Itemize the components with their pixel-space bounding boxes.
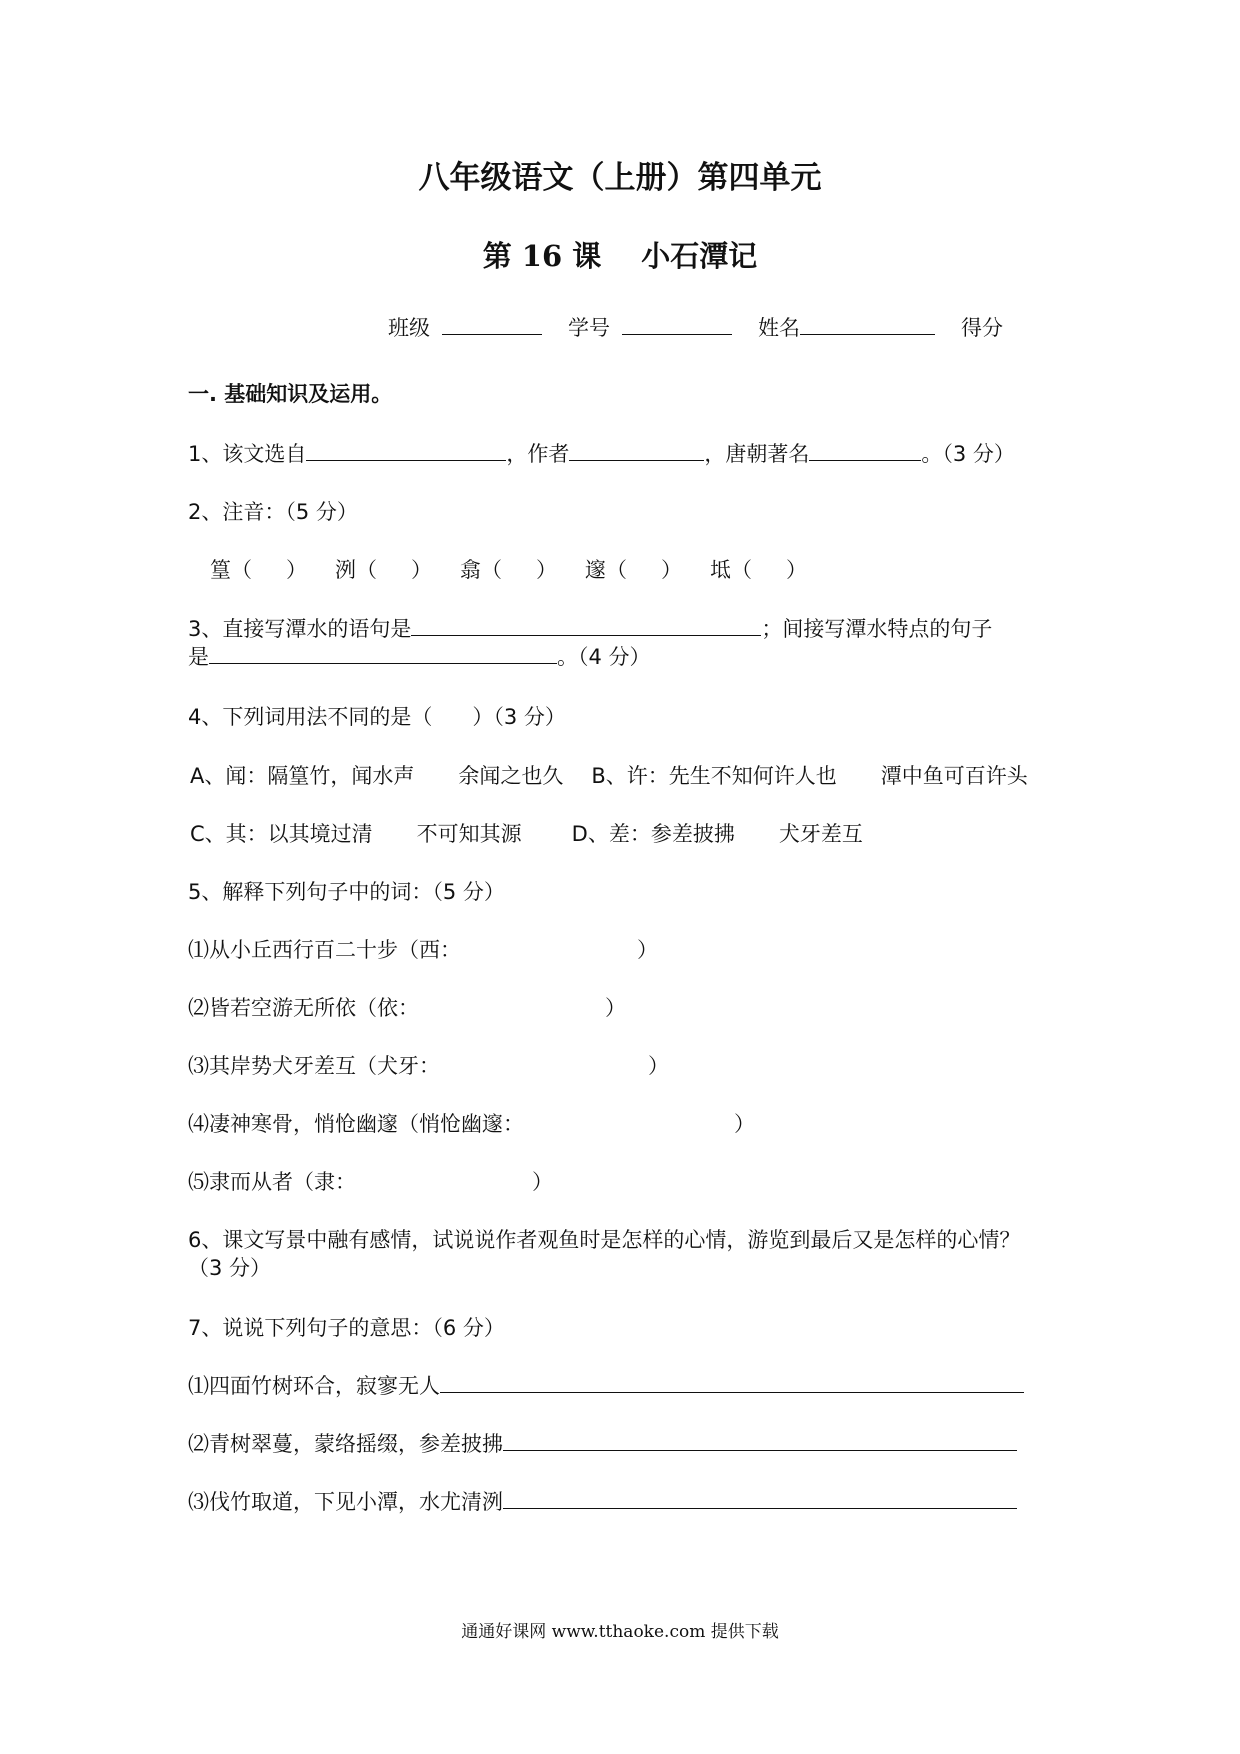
- q3-text-b: ；间接写潭水特点的句子: [761, 617, 993, 641]
- footer-credit: 通通好课网 www.tthaoke.com 提供下载: [461, 1622, 779, 1642]
- class-label: 班级: [388, 316, 430, 340]
- q5-item-end: ）: [648, 1054, 669, 1078]
- pinyin-item-close: ）: [536, 558, 557, 582]
- q3-text-a: 3、直接写潭水的语句是: [188, 617, 412, 641]
- question-6-line1: 6、课文写景中融有感情，试说说作者观鱼时是怎样的心情，游览到最后又是怎样的心情？: [188, 1228, 1021, 1252]
- q1-text-b: ，作者: [506, 442, 570, 466]
- question-7-title: 7、说说下列句子的意思：（6 分）: [188, 1316, 505, 1340]
- pinyin-item: 翕（: [460, 558, 502, 582]
- page-title: 八年级语文（上册）第四单元: [418, 160, 822, 196]
- lesson-number: 第 16 课: [482, 239, 602, 273]
- q3-direct-blank[interactable]: [411, 615, 761, 636]
- score-label: 得分: [961, 316, 1003, 340]
- question-3-line1: [188, 615, 992, 643]
- q1-title-blank[interactable]: [809, 440, 921, 461]
- q5-item-text: ⑷凄神寒骨，悄怆幽邃（悄怆幽邃：: [188, 1112, 524, 1136]
- q5-item: [188, 1168, 553, 1196]
- class-field[interactable]: [442, 314, 542, 335]
- pinyin-item: 坻（: [710, 558, 752, 582]
- option-d-second: 犬牙差互: [778, 822, 863, 846]
- option-a-second: 余闻之也久: [458, 764, 564, 788]
- student-id-label: 学号: [568, 316, 610, 340]
- question-4-options-ab: [190, 762, 1028, 790]
- q7-item: [188, 1430, 1017, 1458]
- q3-text-d: 。（4 分）: [557, 645, 651, 669]
- q7-answer-blank[interactable]: [503, 1488, 1017, 1509]
- option-a[interactable]: A、闻：隔篁竹，闻水声: [190, 764, 415, 788]
- q4-text-end: ）（3 分）: [472, 705, 566, 729]
- student-id-field[interactable]: [622, 314, 732, 335]
- option-d[interactable]: D、差：参差披拂: [571, 822, 735, 846]
- q7-item-text: ⑶伐竹取道，下见小潭，水尤清洌: [188, 1490, 503, 1514]
- q5-item-text: ⑸隶而从者（隶：: [188, 1170, 356, 1194]
- q1-author-blank[interactable]: [569, 440, 704, 461]
- q7-item: [188, 1488, 1017, 1516]
- q7-answer-blank[interactable]: [440, 1372, 1024, 1393]
- q5-item-text: ⑶其岸势犬牙差互（犬牙：: [188, 1054, 440, 1078]
- pinyin-item-close: ）: [286, 558, 307, 582]
- q7-item: [188, 1372, 1024, 1400]
- lesson-subtitle: [0, 234, 1240, 275]
- name-label: 姓名: [758, 316, 800, 340]
- question-4-options-cd: [190, 820, 863, 848]
- q5-item: [188, 936, 658, 964]
- q3-indirect-blank[interactable]: [209, 643, 557, 664]
- pinyin-item: 篁（: [210, 558, 252, 582]
- q1-source-blank[interactable]: [306, 440, 506, 461]
- question-2-title: 2、注音：（5 分）: [188, 500, 358, 524]
- q5-item-text: ⑴从小丘西行百二十步（西：: [188, 938, 461, 962]
- q5-item-end: ）: [637, 938, 658, 962]
- question-5-title: 5、解释下列句子中的词：（5 分）: [188, 880, 505, 904]
- option-b-second: 潭中鱼可百许头: [880, 764, 1028, 788]
- q5-item-end: ）: [734, 1112, 755, 1136]
- q4-text: 4、下列词用法不同的是（: [188, 705, 433, 729]
- q3-text-c: 是: [188, 645, 209, 669]
- section-heading: 一. 基础知识及运用。: [188, 382, 393, 406]
- lesson-name: 小石潭记: [641, 239, 758, 273]
- pinyin-item: 洌（: [335, 558, 377, 582]
- pinyin-item: 邃（: [585, 558, 627, 582]
- option-b[interactable]: B、许：先生不知何许人也: [591, 764, 837, 788]
- q1-text-d: 。（3 分）: [921, 442, 1015, 466]
- q7-item-text: ⑵青树翠蔓，蒙络摇缀，参差披拂: [188, 1432, 503, 1456]
- question-6-line2: （3 分）: [188, 1256, 272, 1280]
- question-4-title: [188, 703, 566, 731]
- q7-answer-blank[interactable]: [503, 1430, 1017, 1451]
- pinyin-item-close: ）: [786, 558, 807, 582]
- pinyin-item-close: ）: [411, 558, 432, 582]
- student-info-row: [388, 314, 1003, 342]
- q5-item: [188, 1052, 669, 1080]
- question-2-items: [210, 556, 807, 584]
- question-1: [188, 440, 1015, 468]
- q5-item: [188, 1110, 755, 1138]
- q5-item: [188, 994, 626, 1022]
- q5-item-end: ）: [532, 1170, 553, 1194]
- option-c[interactable]: C、其：以其境过清: [190, 822, 373, 846]
- q1-text-c: ，唐朝著名: [704, 442, 810, 466]
- q7-item-text: ⑴四面竹树环合，寂寥无人: [188, 1374, 440, 1398]
- q5-item-text: ⑵皆若空游无所依（依：: [188, 996, 419, 1020]
- name-field[interactable]: [800, 314, 935, 335]
- question-3-line2: [188, 643, 651, 671]
- q5-item-end: ）: [605, 996, 626, 1020]
- pinyin-item-close: ）: [661, 558, 682, 582]
- option-c-second: 不可知其源: [416, 822, 522, 846]
- q1-text-a: 1、该文选自: [188, 442, 307, 466]
